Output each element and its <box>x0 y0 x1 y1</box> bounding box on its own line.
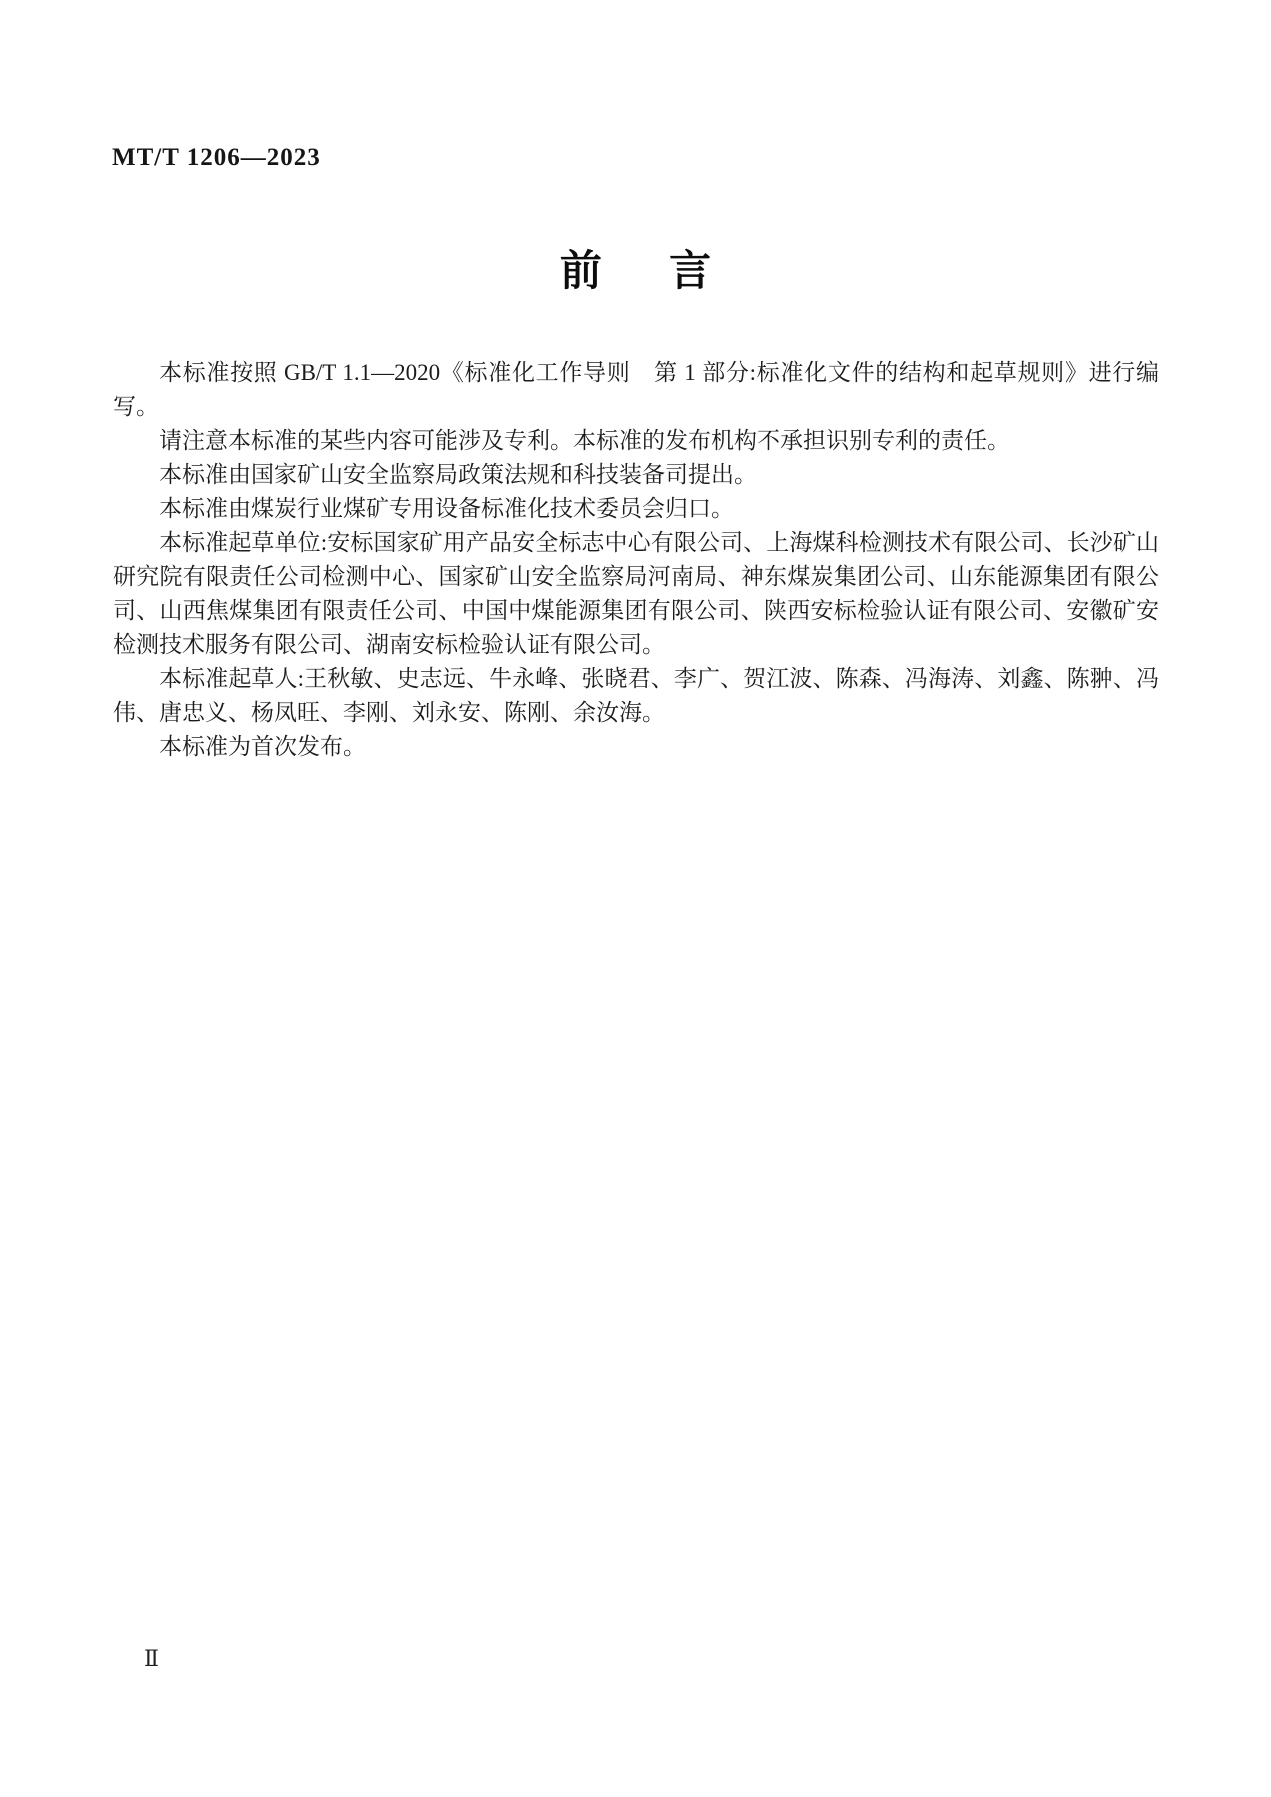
paragraph-first-issue: 本标准为首次发布。 <box>159 734 366 759</box>
paragraph-centralized-by: 本标准由煤炭行业煤矿专用设备标准化技术委员会归口。 <box>159 496 734 521</box>
standard-number: MT/T 1206—2023 <box>112 144 321 171</box>
foreword-title: 前言 <box>559 247 779 294</box>
page-number: Ⅱ <box>144 1646 159 1671</box>
paragraph-compilation-basis: 本标准按照 GB/T 1.1—2020《标准化工作导则 第 1 部分:标准化文件的结构和起草规则》进行编写。 <box>113 360 1159 419</box>
paragraph-proposed-by: 本标准由国家矿山安全监察局政策法规和科技装备司提出。 <box>159 462 757 487</box>
paragraph-drafters: 本标准起草人:王秋敏、史志远、牛永峰、张晓君、李广、贺江波、陈森、冯海涛、刘鑫、陈翀、冯伟、唐忠义、杨凤旺、李刚、刘永安、陈刚、余汝海。 <box>113 666 1159 725</box>
paragraph-drafting-organizations: 本标准起草单位:安标国家矿用产品安全标志中心有限公司、上海煤科检测技术有限公司、长沙矿山研究院有限责任公司检测中心、国家矿山安全监察局河南局、神东煤炭集团公司、山东能源集团有限公司、山西焦煤集团有限责任公司、中国中煤能源集团有限公司、陕西安标检验认证有限公司、安徽矿安检测技术服务有限公司、湖南安标检验认证有限公司。 <box>113 530 1159 657</box>
paragraph-patent-notice: 请注意本标准的某些内容可能涉及专利。本标准的发布机构不承担识别专利的责任。 <box>159 428 1010 453</box>
foreword-body <box>113 356 1159 764</box>
